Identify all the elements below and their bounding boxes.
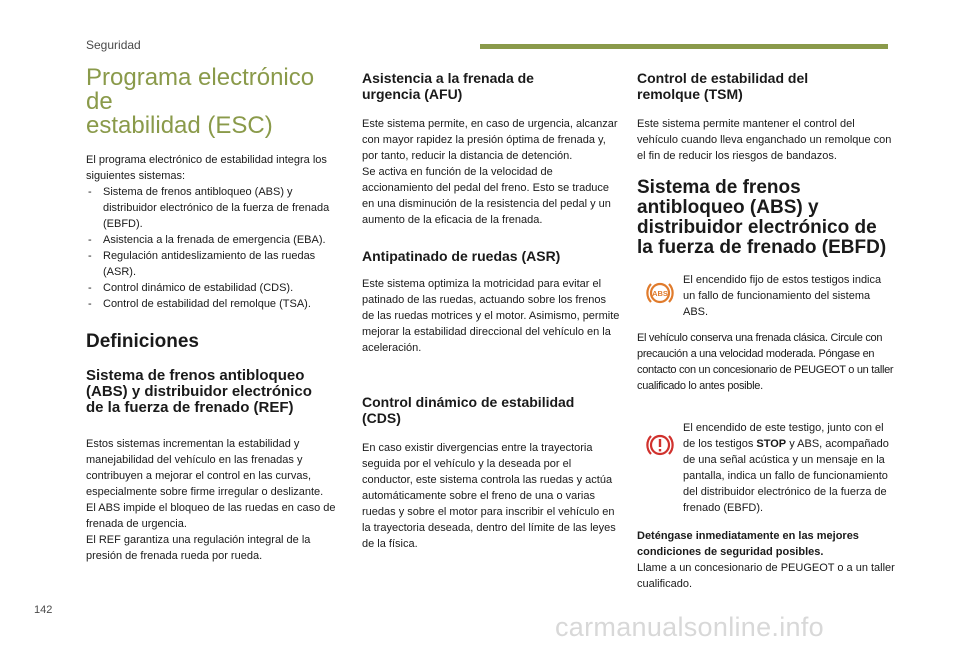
ebfd-warning-text: El encendido de este testigo, junto con el de los testigos STOP y ABS, acompañado de una señal acústica y un mensaje en la pantalla, indica un fallo de funcionamiento del distribuidor electrónico de la fuerza de frenado (EBFD). [683, 422, 889, 514]
list-item: - Regulación antideslizamiento de las ruedas (ASR). [86, 248, 344, 280]
afu-body: Este sistema permite, en caso de urgencia, alcanzar con mayor rapidez la presión óptima de frenada y, por tanto, reducir la distancia de detención. Se activa en función de la velocidad de accionamiento del pedal del freno. Esto se traduce en una disminución de la resistencia del pedal y un aumento de la eficacia de la frenada. [362, 118, 618, 226]
asr-heading: Antipatinado de ruedas (ASR) [362, 248, 561, 264]
ref-heading: Sistema de frenos antibloqueo (ABS) y distribuidor electrónico de la fuerza de frenado (REF) [86, 367, 312, 416]
abs-warning-text: El encendido fijo de estos testigos indica un fallo de funcionamiento del sistema ABS. [683, 274, 882, 318]
abs-note: El vehículo conserva una frenada clásica. Circule con precaución a una velocidad moderada. Póngase en contacto con un concesionario de PEUGEOT o un taller cualificado lo antes posible. [637, 332, 894, 392]
cds-body: En caso existir divergencias entre la trayectoria seguida por el vehículo y la deseada por el conductor, este sistema controla las ruedas y actúa automáticamente sobre el freno de una o varias ruedas y sobre el motor para inscribir el vehículo en la trayectoria deseada, dentro del límite de las leyes de la física. [362, 442, 616, 550]
page-number: 142 [34, 604, 53, 616]
definiciones-heading: Definiciones [86, 331, 199, 352]
ebfd-warning-row [637, 420, 895, 516]
stop-instructions: Deténgase inmediatamente en las mejores condiciones de seguridad posibles. Llame a un concesionario de PEUGEOT o a un taller cualificado. [637, 530, 895, 590]
esc-systems-list [86, 184, 344, 312]
abs-warning-row [637, 272, 895, 320]
abs-warning-icon [645, 278, 675, 308]
page-title: Programa electrónico de estabilidad (ESC) [86, 64, 315, 139]
list-item: - Control dinámico de estabilidad (CDS). [86, 280, 344, 296]
ref-body: Estos sistemas incrementan la estabilidad y manejabilidad del vehículo en las frenadas y contribuyen a mejorar el control en las curvas, especialmente sobre firme irregular o deslizante. El ABS impide el bloqueo de las ruedas en caso de frenada de urgencia. El REF garantiza una regulación integral de la presión de frenada rueda por rueda. [86, 438, 336, 562]
cds-heading: Control dinámico de estabilidad (CDS) [362, 394, 575, 426]
tsm-heading: Control de estabilidad del remolque (TSM) [637, 70, 809, 102]
column-esc [86, 66, 344, 564]
abs-ebfd-heading: Sistema de frenos antibloqueo (ABS) y distribuidor electrónico de la fuerza de frenado (EBFD) [637, 177, 887, 258]
column-tsm-abs [637, 70, 895, 592]
section-label: Seguridad [86, 38, 141, 52]
watermark: carmanualsonline.info [555, 612, 824, 642]
header-accent-bar [480, 44, 888, 49]
column-afu-asr-cds [362, 70, 620, 552]
svg-text:ABS: ABS [652, 289, 668, 298]
asr-body: Este sistema optimiza la motricidad para evitar el patinado de las ruedas, actuando sobre los frenos de las ruedas motrices y el motor. Asimismo, permite mejorar la estabilidad direccional del vehículo en la aceleración. [362, 278, 620, 354]
list-item: - Sistema de frenos antibloqueo (ABS) y distribuidor electrónico de la fuerza de frenada (EBFD). [86, 184, 344, 232]
list-item: - Asistencia a la frenada de emergencia (EBA). [86, 232, 344, 248]
esc-intro: El programa electrónico de estabilidad integra los siguientes sistemas: [86, 154, 327, 182]
brake-warning-icon [645, 430, 675, 460]
tsm-body: Este sistema permite mantener el control del vehículo cuando lleva enganchado un remolque con el fin de reducir los riesgos de bandazos. [637, 118, 892, 162]
list-item: - Control de estabilidad del remolque (TSA). [86, 296, 344, 312]
afu-heading: Asistencia a la frenada de urgencia (AFU) [362, 70, 534, 102]
